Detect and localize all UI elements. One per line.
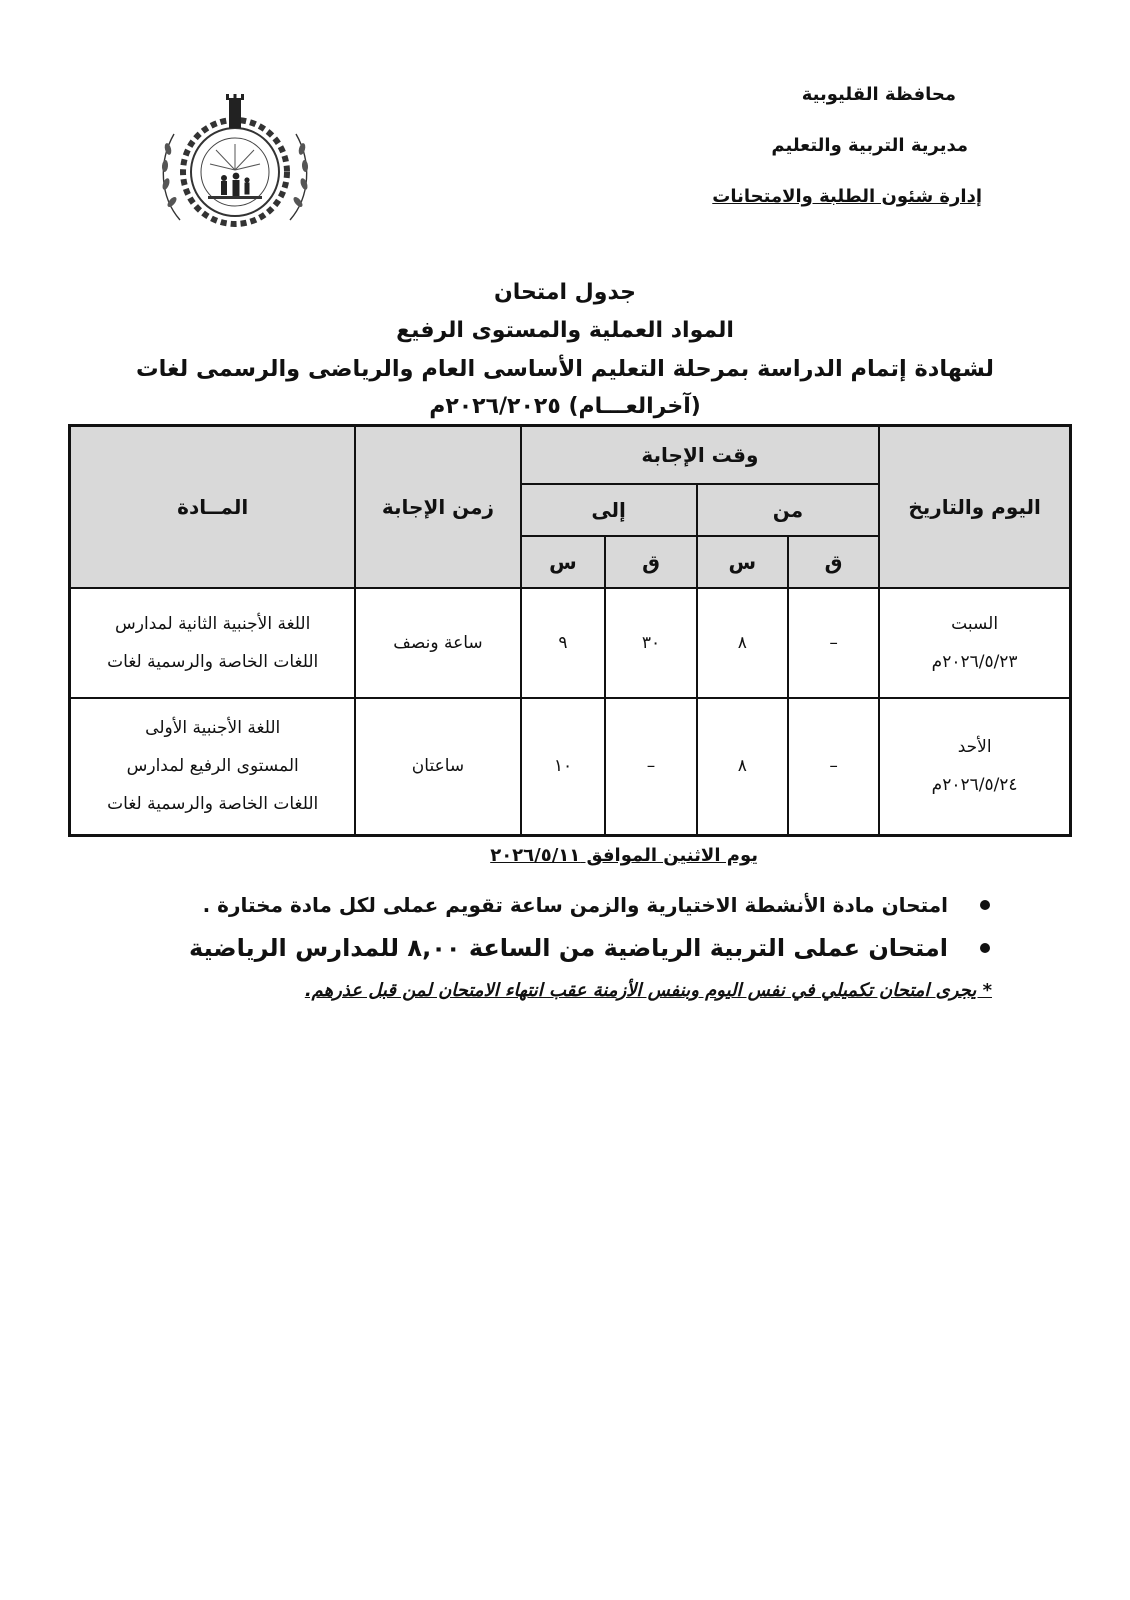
practical-exam-date: يوم الاثنين الموافق ٢٠٢٦/٥/١١ [490, 845, 758, 866]
notes-list [130, 888, 990, 970]
day-name: الأحد [957, 737, 992, 758]
subject-cell [70, 588, 356, 698]
department-name: إدارة شئون الطلبة والامتحانات [712, 186, 982, 207]
note-text: امتحان مادة الأنشطة الاختيارية والزمن ساعة تقويم عملى لكل مادة مختارة . [202, 893, 948, 917]
to-minute-cell: ٣٠ [605, 588, 696, 698]
duration-cell: ساعتان [355, 698, 520, 836]
header-day-date: اليوم والتاريخ [879, 426, 1070, 588]
header-from: من [697, 484, 880, 536]
title-line-1: جدول امتحان [493, 280, 637, 305]
subject-line: اللغات الخاصة والرسمية لغات [107, 651, 319, 672]
exam-schedule-table [68, 424, 1072, 837]
day-date-cell [879, 698, 1070, 836]
header-to: إلى [521, 484, 697, 536]
subject-cell [70, 698, 356, 836]
to-minute-cell: – [605, 698, 696, 836]
from-minute-cell: – [788, 698, 879, 836]
to-hour-cell: ١٠ [521, 698, 606, 836]
organization-header [642, 84, 982, 207]
title-line-2: المواد العملية والمستوى الرفيع [396, 318, 734, 343]
day-name: السبت [951, 613, 999, 634]
subject-line: اللغات الخاصة والرسمية لغات [107, 794, 319, 815]
header-duration: زمن الإجابة [355, 426, 520, 588]
header-from-minute: ق [788, 536, 879, 588]
note-text: امتحان عملى التربية الرياضية من الساعة ٨,٠٠ للمدارس الرياضية [189, 934, 948, 962]
subject-line: اللغة الأجنبية الأولى [145, 718, 281, 739]
education-directorate-emblem-icon [150, 92, 320, 242]
exam-date: ٢٠٢٦/٥/٢٣م [931, 651, 1018, 672]
list-item [130, 926, 990, 970]
duration-cell: ساعة ونصف [355, 588, 520, 698]
exam-date: ٢٠٢٦/٥/٢٤م [931, 775, 1018, 796]
from-hour-cell: ٨ [697, 698, 788, 836]
bullet-icon [980, 943, 990, 953]
subject-line: اللغة الأجنبية الثانية لمدارس [115, 613, 311, 634]
to-hour-cell: ٩ [521, 588, 606, 698]
table-row [70, 698, 1071, 836]
title-line-3: لشهادة إتمام الدراسة بمرحلة التعليم الأساسى العام والرياضى والرسمى لغات [136, 356, 994, 382]
title-line-4: (آخرالعـــام) ٢٠٢٦/٢٠٢٥م [429, 394, 701, 419]
subject-line: المستوى الرفيع لمدارس [126, 756, 299, 777]
bullet-icon [980, 900, 990, 910]
header-to-hour: س [521, 536, 606, 588]
table-row [70, 588, 1071, 698]
footnote: * يجرى امتحان تكميلي في نفس اليوم وبنفس الأزمنة عقب انتهاء الامتحان لمن قبل عذرهم. [304, 980, 992, 1001]
exam-schedule-titles [60, 274, 1070, 426]
day-date-cell [879, 588, 1070, 698]
list-item [130, 888, 990, 922]
header-from-hour: س [697, 536, 788, 588]
directorate-name: مديرية التربية والتعليم [771, 135, 968, 156]
header-answer-time: وقت الإجابة [521, 426, 880, 484]
header-to-minute: ق [605, 536, 696, 588]
header-subject: المــادة [70, 426, 356, 588]
governorate-name: محافظة القليوبية [801, 84, 956, 105]
from-minute-cell: – [788, 588, 879, 698]
from-hour-cell: ٨ [697, 588, 788, 698]
